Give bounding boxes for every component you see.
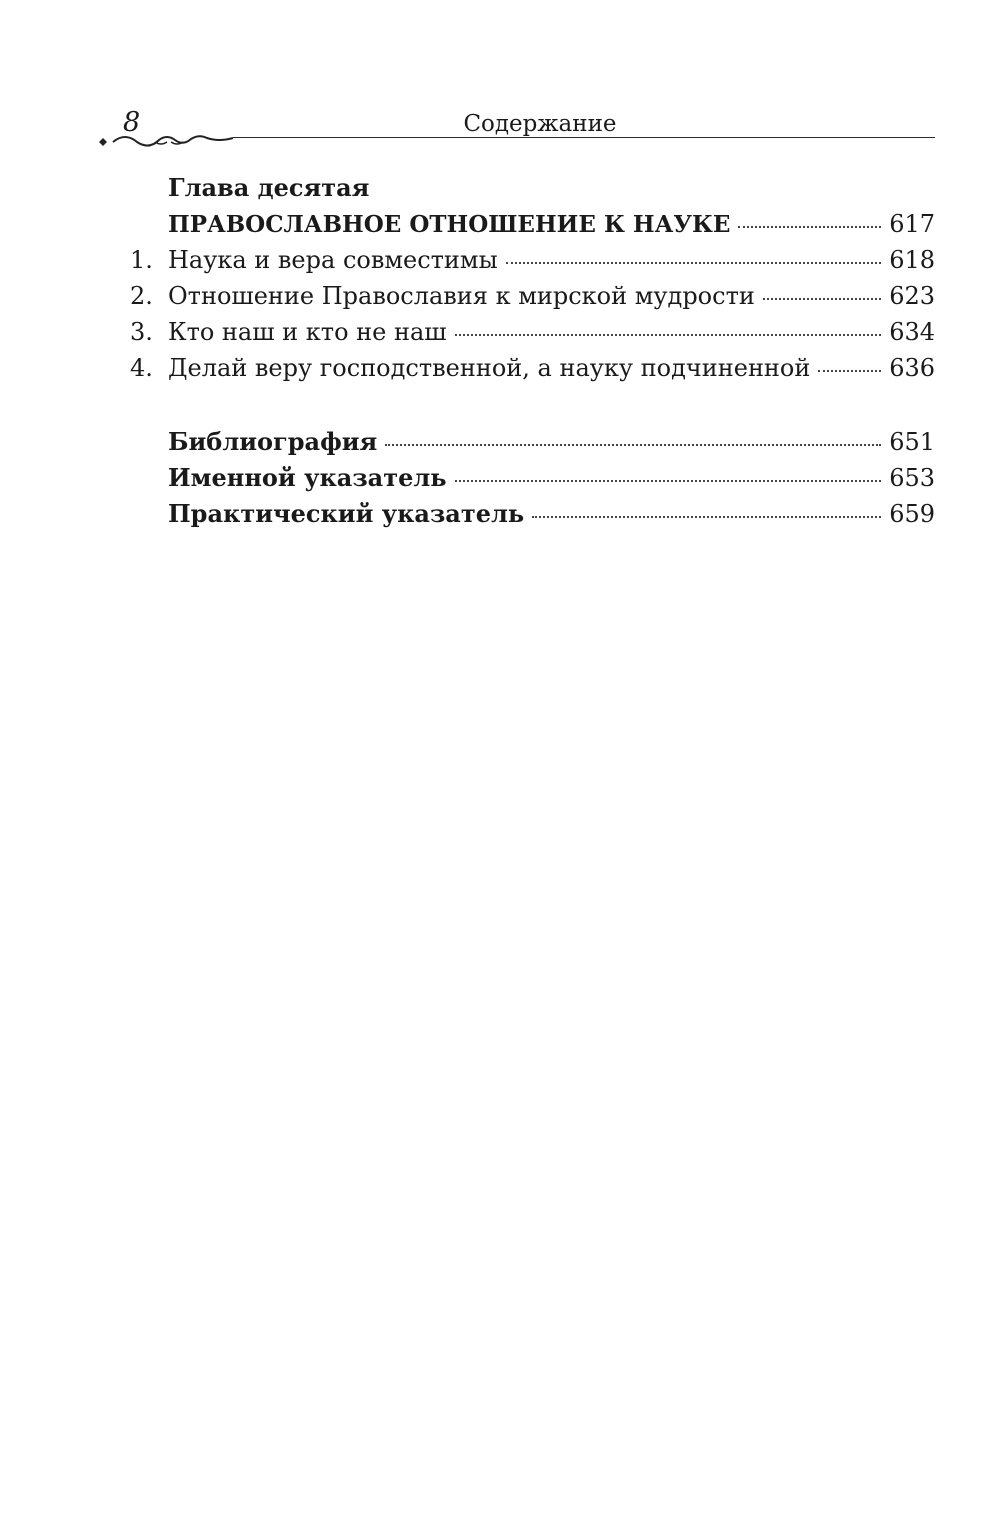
dot-leader xyxy=(506,262,881,264)
dot-leader xyxy=(818,370,881,372)
toc-entry-section[interactable] xyxy=(130,350,935,386)
section-page: 636 xyxy=(889,354,935,382)
dot-leader xyxy=(385,444,881,446)
running-title: Содержание xyxy=(463,111,617,137)
section-title: Наука и вера совместимы xyxy=(168,246,498,274)
page-number: 8 xyxy=(123,107,141,138)
section-number: 3. xyxy=(130,318,153,346)
toc-entry-practical-index[interactable] xyxy=(130,496,935,532)
header-rule xyxy=(233,137,935,138)
section-title: Отношение Православия к мирской мудрости xyxy=(168,282,755,310)
section-number: 1. xyxy=(130,246,153,274)
section-page: 634 xyxy=(889,318,935,346)
table-of-contents xyxy=(130,170,935,532)
dot-leader xyxy=(532,516,881,518)
section-page: 618 xyxy=(889,246,935,274)
section-page: 623 xyxy=(889,282,935,310)
chapter-title: ПРАВОСЛАВНОЕ ОТНОШЕНИЕ К НАУКЕ xyxy=(168,211,731,238)
toc-entry-name-index[interactable] xyxy=(130,460,935,496)
section-title: Делай веру господственной, а науку подчиненной xyxy=(168,354,811,382)
back-matter-page: 653 xyxy=(889,464,935,492)
back-matter-title: Именной указатель xyxy=(168,463,447,492)
toc-entry-section[interactable] xyxy=(130,314,935,350)
section-number: 4. xyxy=(130,354,153,382)
back-matter-title: Практический указатель xyxy=(168,499,525,528)
chapter-page: 617 xyxy=(889,210,935,238)
spacer xyxy=(130,386,935,424)
dot-leader xyxy=(455,334,882,336)
toc-entry-section[interactable] xyxy=(130,242,935,278)
section-title: Кто наш и кто не наш xyxy=(168,318,447,346)
dot-leader xyxy=(738,226,881,228)
back-matter-page: 651 xyxy=(889,428,935,456)
back-matter-page: 659 xyxy=(889,500,935,528)
dot-leader xyxy=(455,480,882,482)
chapter-label: Глава десятая xyxy=(168,173,370,202)
toc-entry-chapter[interactable] xyxy=(130,206,935,242)
back-matter-title: Библиография xyxy=(168,427,378,456)
page-header xyxy=(95,100,935,150)
section-number: 2. xyxy=(130,282,153,310)
dot-leader xyxy=(763,298,881,300)
toc-entry-bibliography[interactable] xyxy=(130,424,935,460)
toc-entry-section[interactable] xyxy=(130,278,935,314)
